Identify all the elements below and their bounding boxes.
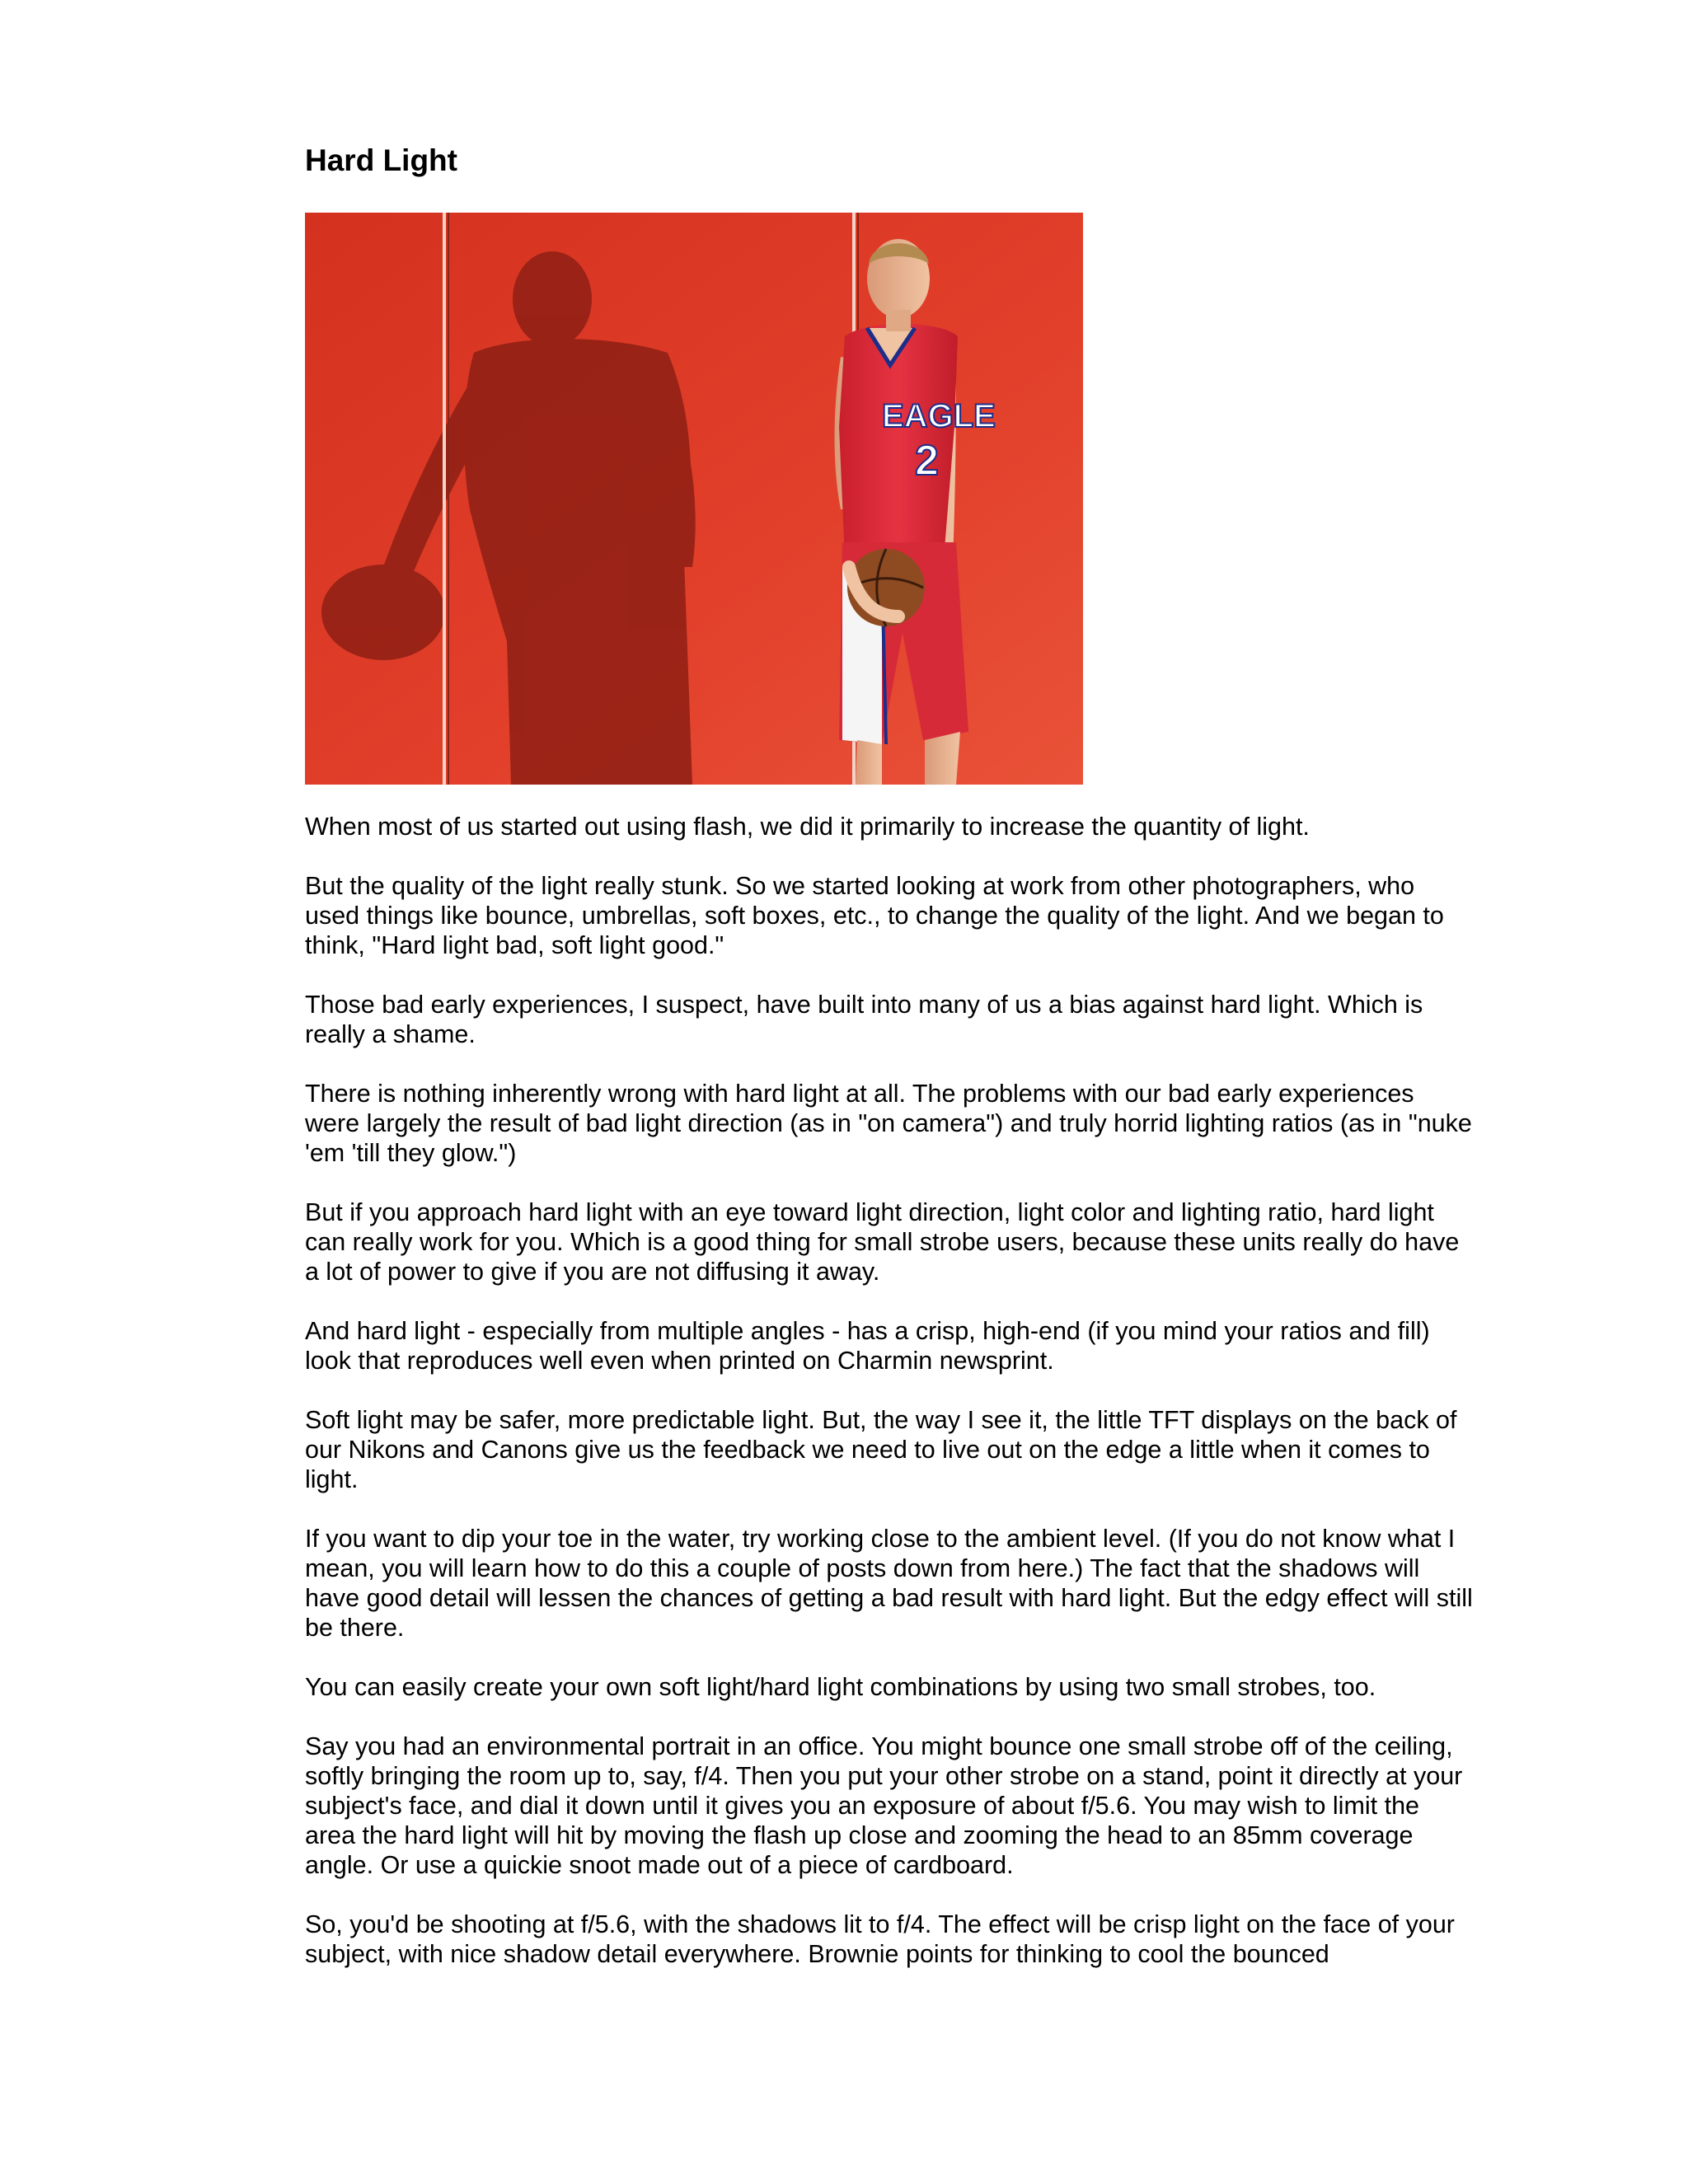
paragraph: When most of us started out using flash, we did it primarily to increase the quantity of light. — [305, 813, 1310, 841]
paragraph: Soft light may be safer, more predictable light. But, the way I see it, the little TFT displays on the back of our Nikons and Canons give us the feedback we need to live out on the edge a little when it comes to light. — [305, 1406, 1457, 1493]
page-title: Hard Light — [305, 143, 457, 177]
paragraph: But the quality of the light really stunk. So we started looking at work from other photographers, who used things like bounce, umbrellas, soft boxes, etc., to change the quality of the light. And we began to think, "Hard light bad, soft light good." — [305, 872, 1444, 959]
paragraph: And hard light - especially from multiple angles - has a crisp, high-end (if you mind your ratios and fill) look that reproduces well even when printed on Charmin newsprint. — [305, 1317, 1430, 1375]
jersey-number: 2 — [915, 437, 939, 485]
paragraph: So, you'd be shooting at f/5.6, with the shadows lit to f/4. The effect will be crisp light on the face of your subject, with nice shadow detail everywhere. Brownie points for thinking to cool the bounced — [305, 1910, 1455, 1968]
paragraph: Say you had an environmental portrait in an office. You might bounce one small strobe off of the ceiling, softly bringing the room up to, say, f/4. Then you put your other strobe on a stand, point it directly at your subject's face, and dial it down until it gives you an exposure of about f/5.6. You may wish to limit the area the hard light will hit by moving the flash up close and zooming the head to an 85mm coverage angle. Or use a quickie snoot made out of a piece of cardboard. — [305, 1732, 1463, 1879]
document-page — [305, 140, 1475, 1999]
jersey-lettering: EAGLE — [882, 398, 996, 434]
paragraph: There is nothing inherently wrong with hard light at all. The problems with our bad early experiences were largely the result of bad light direction (as in "on camera") and truly horrid lighting ratios (as in "nuke 'em 'till they glow.") — [305, 1080, 1472, 1167]
paragraph: But if you approach hard light with an eye toward light direction, light color and lighting ratio, hard light can really work for you. Which is a good thing for small strobe users, because these units really do have a lot of power to give if you are not diffusing it away. — [305, 1198, 1460, 1286]
panel-seam — [443, 213, 446, 785]
paragraph: You can easily create your own soft light/hard light combinations by using two small strobes, too. — [305, 1673, 1376, 1701]
photo-illustration — [305, 213, 1083, 785]
paragraph: Those bad early experiences, I suspect, have built into many of us a bias against hard light. Which is really a shame. — [305, 991, 1423, 1048]
paragraph: If you want to dip your toe in the water, try working close to the ambient level. (If you do not know what I mean, you will learn how to do this a couple of posts down from here.) The fact that the shadows will have good detail will lessen the chances of getting a bad result with hard light. But the edgy effect will still be there. — [305, 1525, 1473, 1642]
basketball-player-photo — [305, 213, 1083, 785]
article-body — [305, 812, 1475, 1969]
